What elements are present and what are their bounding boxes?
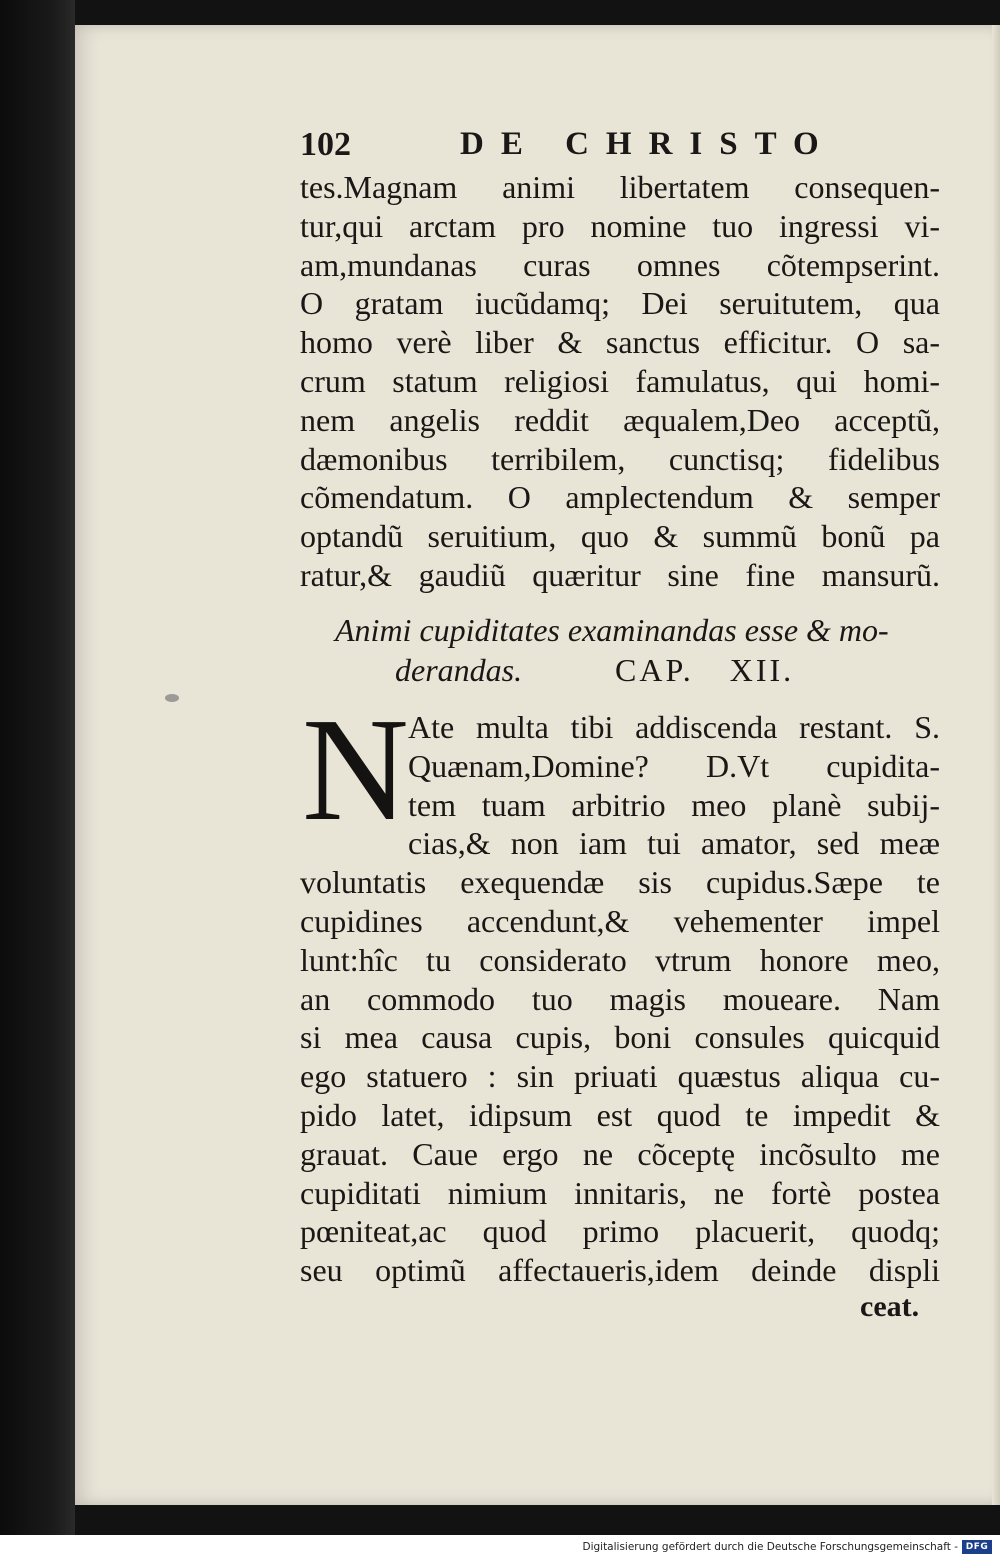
- text-line: lunt:hîc tu considerato vtrum honore meo,: [300, 941, 940, 978]
- text-line: crum statum religiosi famulatus, qui homi-: [300, 362, 940, 399]
- page-number: 102: [300, 126, 351, 163]
- text-line: ratur,& gaudiũ quæritur sine fine mansurũ.: [300, 556, 940, 593]
- chapter-heading-line: Animi cupiditates examinandas esse & mo-: [335, 612, 889, 648]
- text-line: cias,& non iam tui amator, sed meæ: [408, 825, 940, 862]
- text-line: an commodo tuo magis moueare. Nam: [300, 980, 940, 1017]
- cap-number: XII.: [729, 652, 795, 688]
- text-line: Ate multa tibi addiscenda restant. S.: [408, 709, 940, 745]
- text-line: pœniteat,ac quod primo placuerit, quodq;: [300, 1213, 940, 1250]
- paper-speck: [165, 694, 179, 702]
- text-line: tem tuam arbitrio meo planè subij-: [408, 786, 940, 823]
- text-line: homo verè liber & sanctus efficitur. O sa-: [300, 324, 940, 361]
- text-line: seu optimũ affectaueris,idem deinde displi: [300, 1252, 940, 1289]
- text-line: voluntatis exequendæ sis cupidus.Sæpe te: [300, 864, 940, 901]
- footer-bar: [0, 1535, 1000, 1560]
- text-line: dæmonibus terribilem, cunctisq; fidelibus: [300, 440, 940, 477]
- text-line: O gratam iucũdamq; Dei seruitutem, qua: [300, 285, 940, 322]
- page-header: [300, 126, 940, 170]
- body-text: [300, 168, 940, 595]
- text-line: tes.Magnam animi libertatem consequen-: [300, 169, 940, 205]
- text-line: ego statuero : sin priuati quæstus aliqua cu-: [300, 1058, 940, 1095]
- text-line: cõmendatum. O amplectendum & semper: [300, 479, 940, 516]
- text-line: tur,qui arctam pro nomine tuo ingressi vi-: [300, 207, 940, 244]
- drop-cap-initial: N: [302, 688, 409, 852]
- chapter-heading-line-2: [335, 650, 940, 690]
- text-line: si mea causa cupis, boni consules quicquid: [300, 1019, 940, 1056]
- catchword: ceat.: [860, 1290, 920, 1323]
- text-line: Quænam,Domine? D.Vt cupidita-: [408, 747, 940, 784]
- text-line: grauat. Caue ergo ne cõceptę incõsulto me: [300, 1135, 940, 1172]
- text-line: nem angelis reddit æqualem,Deo acceptũ,: [300, 401, 940, 438]
- text-line: cupidines accendunt,& vehementer impel: [300, 902, 940, 939]
- page-edge: [992, 25, 1000, 1505]
- text-line: optandũ seruitium, quo & summũ bonũ pa: [300, 518, 940, 555]
- dfg-logo-icon[interactable]: DFG: [962, 1540, 992, 1554]
- funding-credit: Digitalisierung gefördert durch die Deutsche Forschungsgemeinschaft -: [582, 1541, 958, 1553]
- text-line: am,mundanas curas omnes cõtempserint.: [300, 246, 940, 283]
- chapter-body-text: [300, 688, 940, 1290]
- cap-label: CAP.: [615, 652, 694, 688]
- chapter-heading: [335, 610, 940, 690]
- text-line: pido latet, idipsum est quod te impedit &: [300, 1096, 940, 1133]
- chapter-number: [615, 650, 794, 690]
- chapter-heading-text: derandas.: [395, 652, 523, 688]
- scan-background: [0, 0, 75, 1535]
- running-title: DE CHRISTO: [460, 126, 836, 162]
- text-line: cupiditati nimium innitaris, ne fortè postea: [300, 1174, 940, 1211]
